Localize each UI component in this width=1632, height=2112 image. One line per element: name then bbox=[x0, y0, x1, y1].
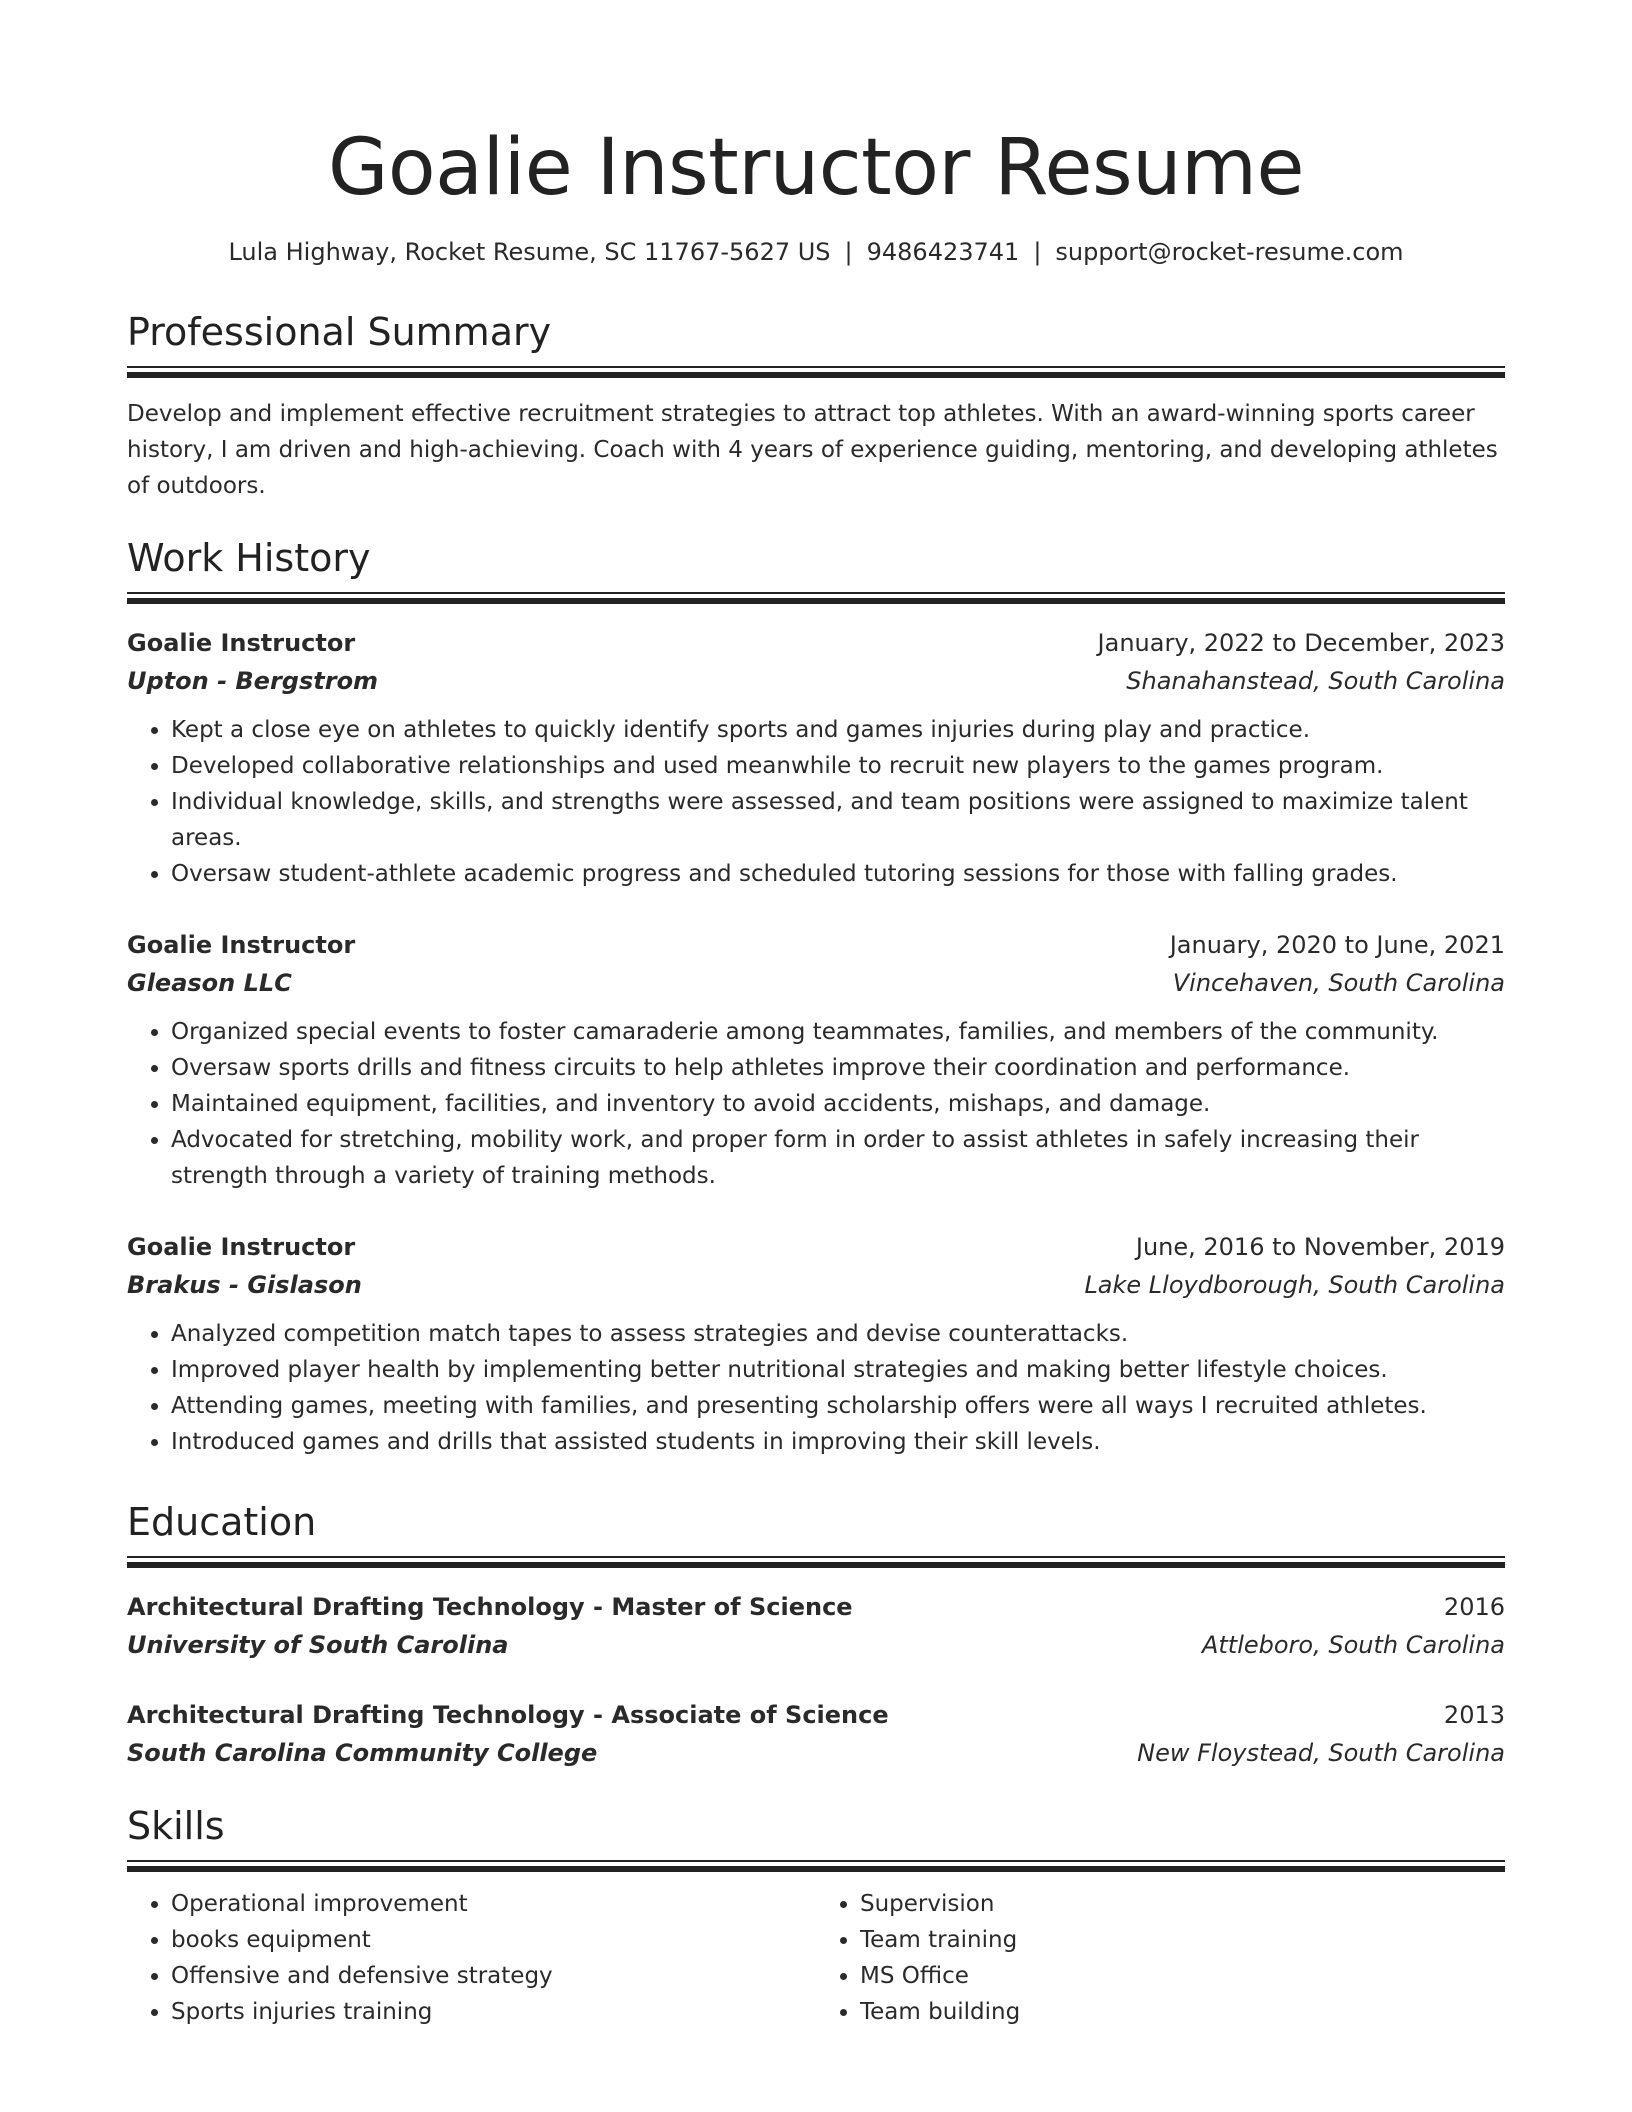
job-bullet: • Kept a close eye on athletes to quickly identify sports and games injuries during play and practice. bbox=[171, 712, 1505, 748]
skills-list-left bbox=[127, 1886, 816, 2030]
skill-item: • Operational improvement bbox=[171, 1886, 816, 1922]
job-bullets bbox=[127, 1014, 1505, 1194]
job-location: Shanahanstead, South Carolina bbox=[1126, 667, 1505, 695]
job-dates: January, 2022 to December, 2023 bbox=[1097, 629, 1505, 657]
section-heading-work: Work History bbox=[127, 536, 371, 580]
contact-phone: 9486423741 bbox=[866, 238, 1020, 266]
summary-section bbox=[127, 308, 1505, 504]
job-title: Goalie Instructor bbox=[127, 629, 356, 657]
job-bullet: • Maintained equipment, facilities, and inventory to avoid accidents, mishaps, and damage. bbox=[171, 1086, 1505, 1122]
section-divider bbox=[127, 1860, 1505, 1872]
section-heading-education: Education bbox=[127, 1500, 317, 1544]
job-title: Goalie Instructor bbox=[127, 1233, 356, 1261]
section-divider bbox=[127, 592, 1505, 604]
section-divider bbox=[127, 366, 1505, 378]
resume-title: Goalie Instructor Resume bbox=[327, 123, 1305, 213]
job-company: Brakus - Gislason bbox=[127, 1271, 362, 1299]
job-entry bbox=[127, 624, 1505, 892]
job-title: Goalie Instructor bbox=[127, 931, 356, 959]
job-dates: January, 2020 to June, 2021 bbox=[1169, 931, 1505, 959]
job-bullet: • Oversaw sports drills and fitness circuits to help athletes improve their coordination and performance. bbox=[171, 1050, 1505, 1086]
job-bullet: • Developed collaborative relationships and used meanwhile to recruit new players to the games program. bbox=[171, 748, 1505, 784]
education-year: 2016 bbox=[1443, 1593, 1505, 1621]
job-bullet: • Oversaw student-athlete academic progress and scheduled tutoring sessions for those with falling grades. bbox=[171, 856, 1505, 892]
education-entry bbox=[127, 1588, 1505, 1664]
job-bullet: • Introduced games and drills that assisted students in improving their skill levels. bbox=[171, 1424, 1505, 1460]
education-school: University of South Carolina bbox=[127, 1631, 509, 1659]
job-bullet: • Advocated for stretching, mobility work, and proper form in order to assist athletes in safely increasing their strength through a variety of training methods. bbox=[171, 1122, 1505, 1194]
job-company: Gleason LLC bbox=[127, 969, 292, 997]
section-divider bbox=[127, 1556, 1505, 1568]
skill-item: • Team building bbox=[860, 1994, 1505, 2030]
skills-section bbox=[127, 1802, 1505, 2030]
skill-item: • Sports injuries training bbox=[171, 1994, 816, 2030]
job-bullets bbox=[127, 712, 1505, 892]
summary-text: Develop and implement effective recruitment strategies to attract top athletes. With an award-winning sports career history, I am driven and high-achieving. Coach with 4 years of experience guiding, mentoring, and developing athletes of outdoors. bbox=[127, 401, 1498, 499]
skills-list-right bbox=[816, 1886, 1505, 2030]
contact-line bbox=[127, 236, 1505, 268]
job-bullet: • Individual knowledge, skills, and strengths were assessed, and team positions were assigned to maximize talent areas. bbox=[171, 784, 1505, 856]
contact-address: Lula Highway, Rocket Resume, SC 11767-5627 US bbox=[228, 238, 831, 266]
section-heading-summary: Professional Summary bbox=[127, 310, 552, 354]
education-degree: Architectural Drafting Technology - Associate of Science bbox=[127, 1701, 889, 1729]
skill-item: • Team training bbox=[860, 1922, 1505, 1958]
job-bullet: • Attending games, meeting with families, and presenting scholarship offers were all ways I recruited athletes. bbox=[171, 1388, 1505, 1424]
contact-email: support@rocket-resume.com bbox=[1055, 238, 1404, 266]
job-entry bbox=[127, 1228, 1505, 1460]
education-year: 2013 bbox=[1443, 1701, 1505, 1729]
education-degree: Architectural Drafting Technology - Master of Science bbox=[127, 1593, 853, 1621]
work-history-section bbox=[127, 534, 1505, 1460]
job-company: Upton - Bergstrom bbox=[127, 667, 379, 695]
job-location: Lake Lloydborough, South Carolina bbox=[1084, 1271, 1505, 1299]
job-location: Vincehaven, South Carolina bbox=[1172, 969, 1505, 997]
skill-item: • Supervision bbox=[860, 1886, 1505, 1922]
education-location: New Floystead, South Carolina bbox=[1137, 1739, 1505, 1767]
job-bullet: • Improved player health by implementing better nutritional strategies and making better lifestyle choices. bbox=[171, 1352, 1505, 1388]
section-heading-skills: Skills bbox=[127, 1804, 225, 1848]
education-section bbox=[127, 1498, 1505, 1772]
education-school: South Carolina Community College bbox=[127, 1739, 598, 1767]
job-bullets bbox=[127, 1316, 1505, 1460]
job-dates: June, 2016 to November, 2019 bbox=[1135, 1233, 1505, 1261]
education-location: Attleboro, South Carolina bbox=[1201, 1631, 1505, 1659]
skill-item: • MS Office bbox=[860, 1958, 1505, 1994]
job-bullet: • Organized special events to foster camaraderie among teammates, families, and members of the community. bbox=[171, 1014, 1505, 1050]
skills-columns bbox=[127, 1886, 1505, 2030]
skill-item: • books equipment bbox=[171, 1922, 816, 1958]
job-bullet: • Analyzed competition match tapes to assess strategies and devise counterattacks. bbox=[171, 1316, 1505, 1352]
contact-separator: | bbox=[844, 238, 853, 266]
contact-separator: | bbox=[1033, 238, 1042, 266]
skill-item: • Offensive and defensive strategy bbox=[171, 1958, 816, 1994]
job-entry bbox=[127, 926, 1505, 1194]
education-entry bbox=[127, 1696, 1505, 1772]
